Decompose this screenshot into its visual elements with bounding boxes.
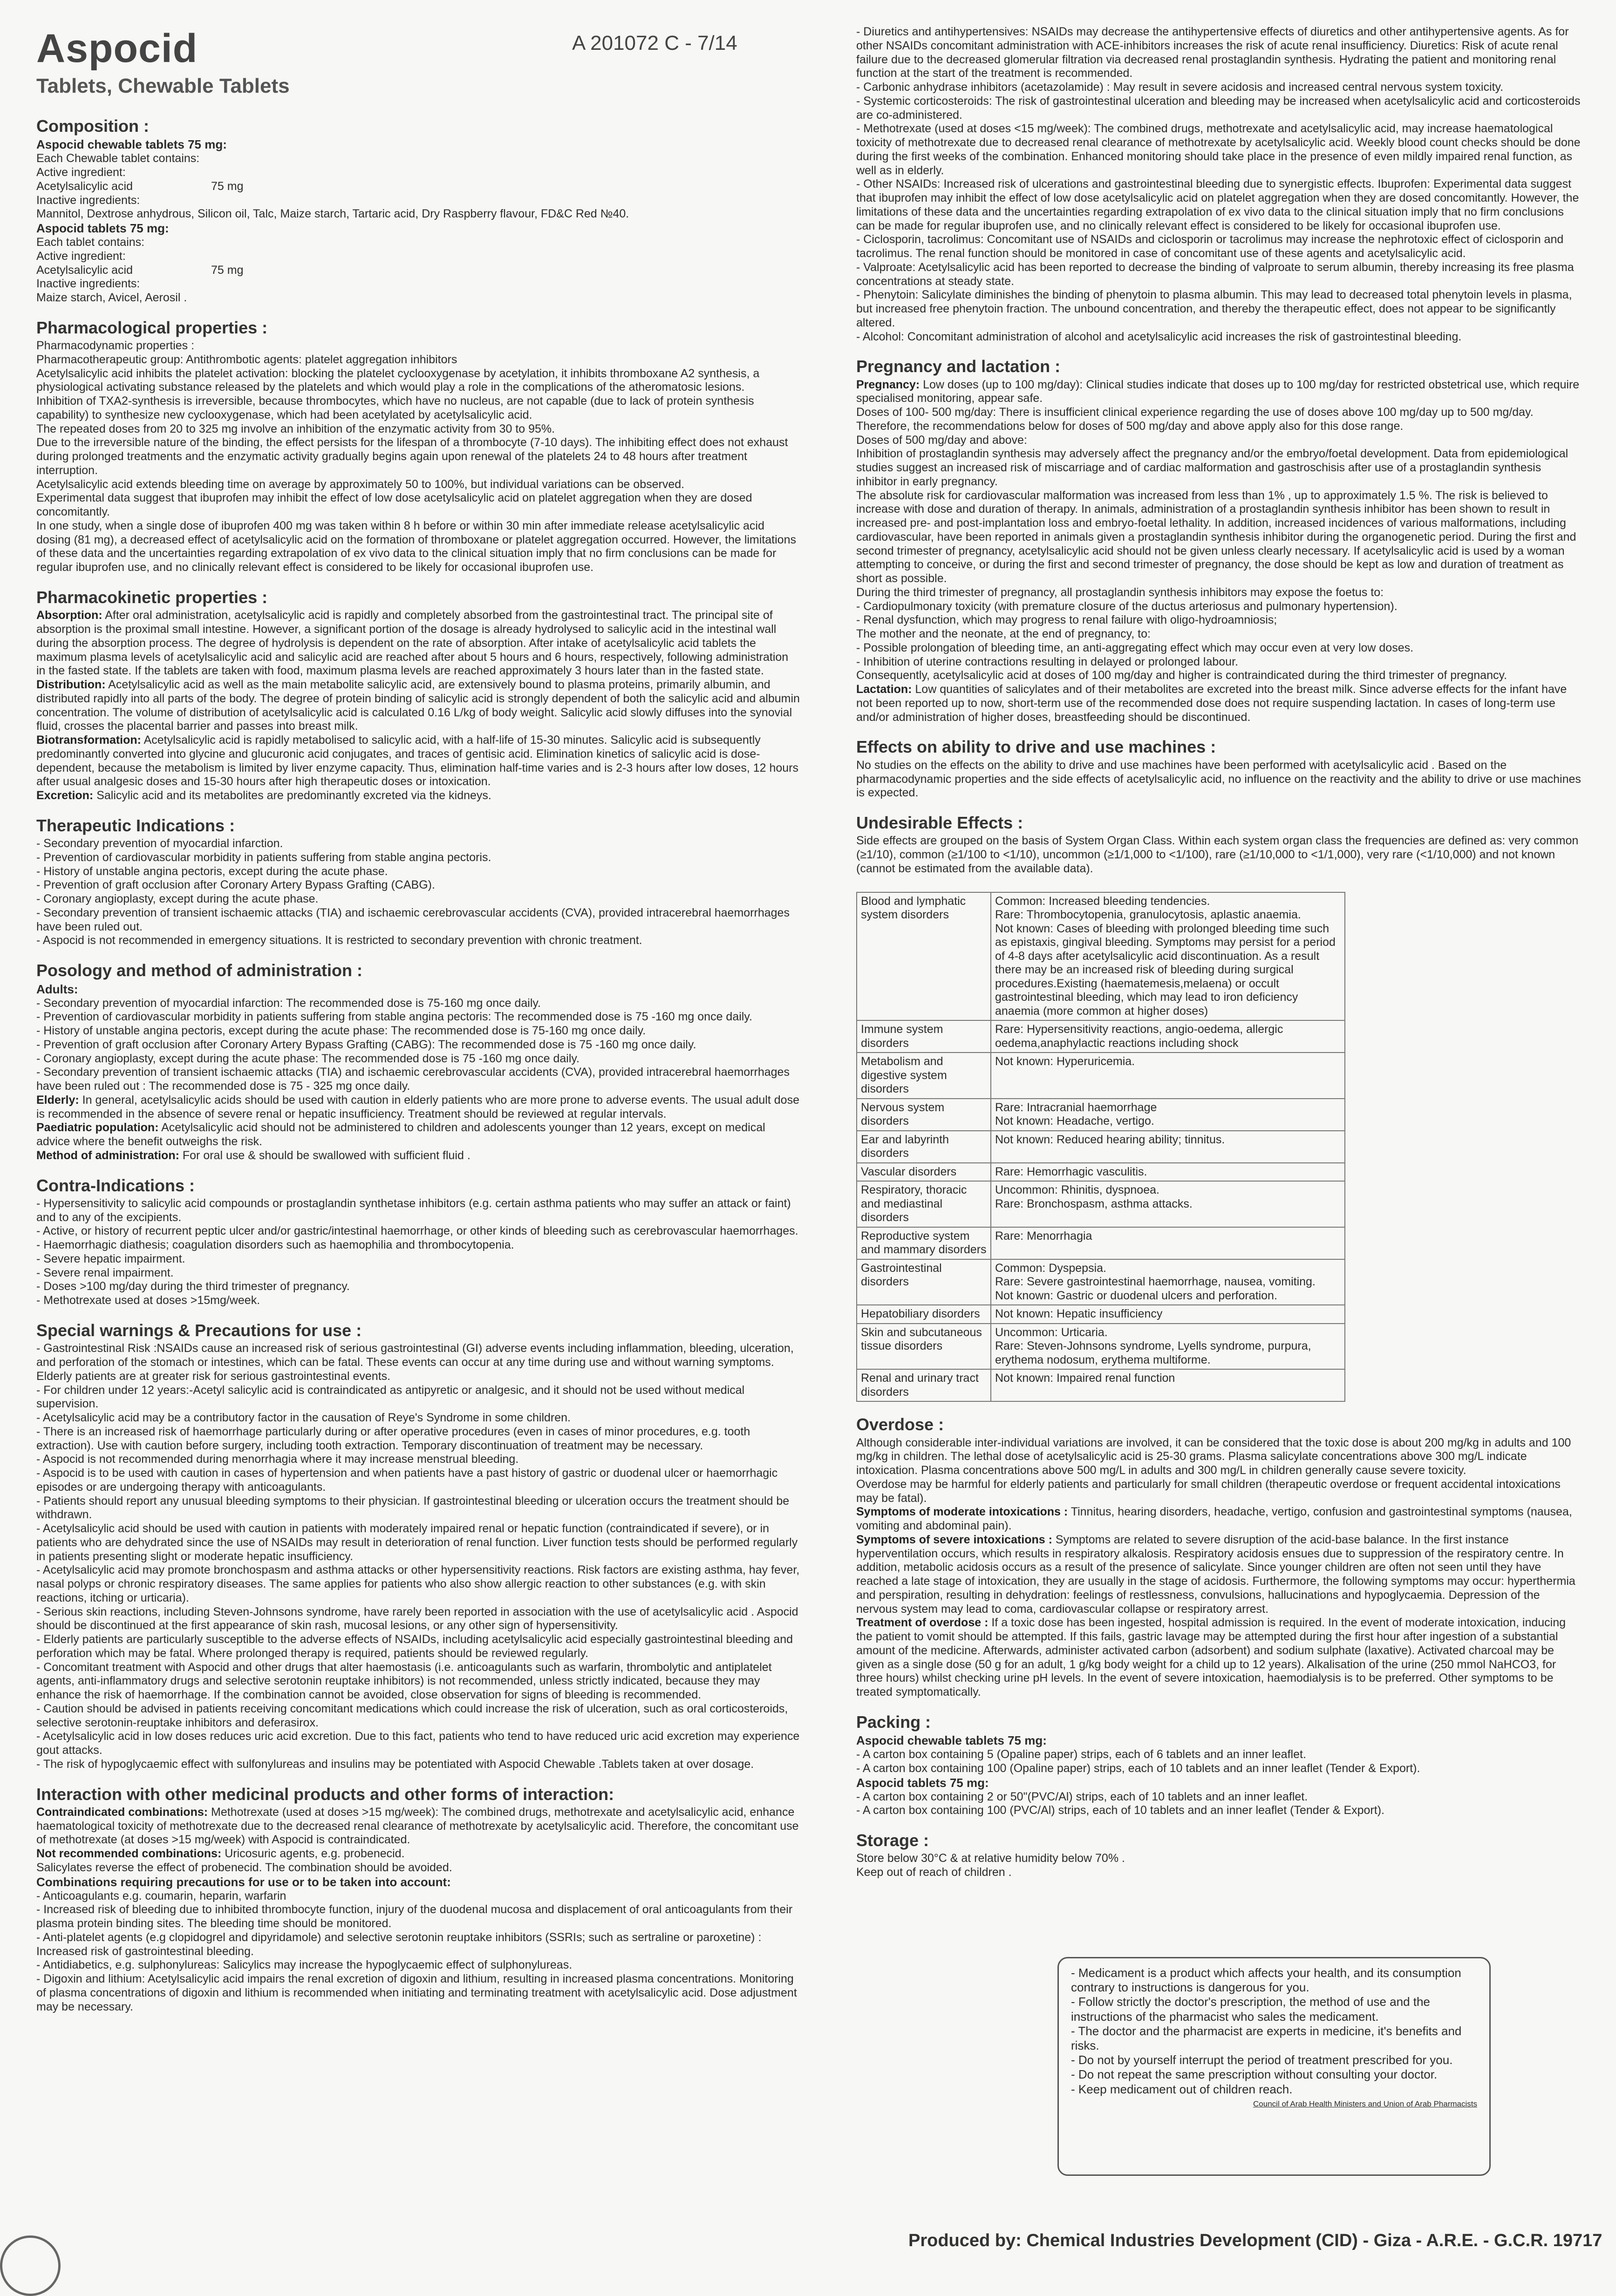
list-item: - Carbonic anhydrase inhibitors (acetazolamide) : May result in severe acidosis and increased central nervous system toxicity. bbox=[856, 81, 1583, 95]
inactive-label: Inactive ingredients: bbox=[36, 193, 140, 207]
table-row bbox=[857, 1181, 1345, 1227]
table-row bbox=[857, 1324, 1345, 1370]
text-line: Store below 30°C & at relative humidity below 70% . bbox=[856, 1852, 1125, 1865]
pharmacokinetic-section bbox=[36, 588, 800, 803]
pregnancy-paragraph bbox=[856, 378, 1583, 406]
posology-section bbox=[36, 961, 800, 1162]
list-item: - Aspocid is to be used with caution in cases of hypertension and when patients have a past history of gastric or duodenal ulcer or haemorrhagic episodes or are undergoing therapy with anticoagulants. bbox=[36, 1467, 800, 1494]
excretion-text: Salicylic acid and its metabolites are predominantly excreted via the kidneys. bbox=[93, 789, 491, 802]
effects-cell: Common: Dyspepsia. Rare: Severe gastrointestinal haemorrhage, nausea, vomiting. Not known: Gastric or duodenal ulcers and perforation. bbox=[991, 1259, 1345, 1305]
composition-heading: Composition : bbox=[36, 116, 149, 136]
chewable-title: Aspocid chewable tablets 75 mg: bbox=[36, 137, 227, 152]
paediatric-label: Paediatric population: bbox=[36, 1121, 159, 1134]
notrec-paragraph bbox=[36, 1847, 800, 1861]
interaction-section bbox=[36, 1785, 800, 2014]
brand-title: Aspocid bbox=[36, 26, 198, 71]
list-item: - Anti-platelet agents (e.g clopidogrel and dipyridamole) and selective serotonin reuptake inhibitors (SSRIs; such as sertraline or paroxetine) : Increased risk of gastrointestinal bleeding. bbox=[36, 1931, 800, 1959]
text-line: Acetylsalicylic acid extends bleeding time on average by approximately 50 to 100%, but individual variations can be observed. bbox=[36, 477, 685, 491]
therapeutic-list bbox=[36, 837, 800, 948]
effects-cell: Common: Increased bleeding tendencies. Rare: Thrombocytopenia, granulocytosis, aplastic anaemia. Not known: Cases of bleeding with prolonged bleeding time such as epistaxis, gingival bleeding. Symptoms may persist for a period of 4-8 days after acetylsalicylic acid discontinuation. As a result there may be an increased risk of bleeding during surgical procedures.Existing (haematemesis,melaena) or occult gastrointestinal bleeding, which may lead to iron deficiency anaemia (more common at higher doses) bbox=[991, 892, 1345, 1021]
overdose-section bbox=[856, 1415, 1583, 1699]
list-item: - History of unstable angina pectoris, except during the acute phase: The recommended dose is 75-160 mg once daily. bbox=[36, 1024, 800, 1038]
list-item: - Phenytoin: Salicylate diminishes the binding of phenytoin to plasma albumin. This may lead to decreased total phenytoin levels in plasma, but increased free phenytoin fraction. The unbound concentration, and thereby the therapeutic effect, does not appear to be significantly altered. bbox=[856, 288, 1583, 330]
excretion-paragraph bbox=[36, 789, 800, 803]
method-paragraph bbox=[36, 1149, 800, 1163]
ingredient-dose: 75 mg bbox=[211, 263, 244, 277]
pharmacological-heading: Pharmacological properties : bbox=[36, 318, 268, 337]
organ-system-cell: Respiratory, thoracic and mediastinal disorders bbox=[857, 1181, 991, 1227]
ingredient-dose: 75 mg bbox=[211, 179, 244, 193]
council-credit: Council of Arab Health Ministers and Union of Arab Pharmacists bbox=[1253, 2099, 1477, 2108]
list-item: - Caution should be advised in patients receiving concomitant medications which could increase the risk of ulceration, such as oral corticosteroids, selective serotonin-reuptake inhibitors and deferasirox. bbox=[36, 1702, 800, 1730]
left-column bbox=[36, 0, 800, 2268]
undesirable-heading: Undesirable Effects : bbox=[856, 813, 1023, 833]
notrec-label: Not recommended combinations: bbox=[36, 1847, 222, 1861]
text-line: The absolute risk for cardiovascular malformation was increased from less than 1% , up to approximately 1.5 %. The risk is believed to increase with dose and duration of therapy. In animals, administration of a prostaglandin synthesis inhibitor has been shown to result in increased pre- and post-implantation loss and embryo-foetal lethality. In addition, increased incidences of various malformations, including cardiovascular, have been reported in animals given a prostaglandin synthesis inhibitor during the organogenetic period. During the first and second trimester of pregnancy, acetylsalicylic acid should not be given unless clearly necessary. If acetylsalicylic acid is used by a woman attempting to conceive, or during the first and second trimester of pregnancy, the dose should be kept as low and duration of treatment as short as possible. bbox=[856, 489, 1576, 585]
organ-system-cell: Vascular disorders bbox=[857, 1163, 991, 1182]
list-item: - Active, or history of recurrent peptic ulcer and/or gastric/intestinal haemorrhage, or other kinds of bleeding such as cerebrovascular haemorrhages. bbox=[36, 1224, 800, 1238]
list-item: - Valproate: Acetylsalicylic acid has been reported to decrease the binding of valproate to serum albumin, thereby increasing its free plasma concentrations at steady state. bbox=[856, 261, 1583, 289]
list-item: - Alcohol: Concomitant administration of alcohol and acetylsalicylic acid increases the risk of gastrointestinal bleeding. bbox=[856, 330, 1583, 344]
list-item: - Possible prolongation of bleeding time, an anti-aggregating effect which may occur even at very low doses. bbox=[856, 641, 1583, 655]
driving-section bbox=[856, 737, 1583, 800]
paediatric-text: Acetylsalicylic acid should not be administered to children and adolescents younger than 12 years, except on medical advice where the benefit outweighs the risk. bbox=[36, 1121, 765, 1148]
list-item: - Secondary prevention of transient ischaemic attacks (TIA) and ischaemic cerebrovascular accidents (CVA), provided intracerebral haemorrhages have been ruled out : The recommended dose is 75 - 325 mg once daily. bbox=[36, 1066, 800, 1094]
active-label: Active ingredient: bbox=[36, 249, 126, 263]
list-item: - Inhibition of uterine contractions resulting in delayed or prolonged labour. bbox=[856, 655, 1583, 669]
list-item: - Medicament is a product which affects your health, and its consumption contrary to instructions is dangerous for you. bbox=[1071, 1966, 1477, 1995]
table-row bbox=[857, 1053, 1345, 1099]
driving-text: No studies on the effects on the ability to drive and use machines have been performed with acetylsalicylic acid . Based on the pharmacodynamic properties and the side effects of acetylsalicylic acid, no influence on the reactivity and the ability to drive or use machines is expected. bbox=[856, 758, 1581, 800]
text-line: During the third trimester of pregnancy, all prostaglandin synthesis inhibitors may expose the foetus to: bbox=[856, 585, 1384, 599]
list-item: - A carton box containing 100 (PVC/Al) strips, each of 10 tablets and an inner leaflet (Tender & Export). bbox=[856, 1804, 1583, 1818]
list-item: - Hypersensitivity to salicylic acid compounds or prostaglandin synthetase inhibitors (e.g. certain asthma patients who may suffer an attack or faint) and to any of the excipients. bbox=[36, 1197, 800, 1225]
paediatric-paragraph bbox=[36, 1121, 800, 1149]
text-line: Pharmacodynamic properties : bbox=[36, 339, 195, 353]
excretion-label: Excretion: bbox=[36, 789, 94, 802]
list-item: - Severe hepatic impairment. bbox=[36, 1252, 800, 1266]
list-item: - Systemic corticosteroids: The risk of gastrointestinal ulceration and bleeding may be increased when acetylsalicylic acid and corticosteroids are co-administered. bbox=[856, 95, 1583, 122]
effects-cell: Rare: Hemorrhagic vasculitis. bbox=[991, 1163, 1345, 1182]
text-line: Keep out of reach of children . bbox=[856, 1866, 1012, 1879]
list-item: - Other NSAIDs: Increased risk of ulcerations and gastrointestinal bleeding due to synergistic effects. Ibuprofen: Experimental data suggest that ibuprofen may inhibit the effect of low dose acetylsalicylic acid on platelet aggregation when they are dosed concomitantly. However, the limitations of these data and the uncertainties regarding extrapolation of ex vivo data to the clinical situation imply that no firm conclusions can be made for regular ibuprofen use, and no clinically relevant effect is considered to be likely for occasional ibuprofen use. bbox=[856, 177, 1583, 233]
list-item: - Prevention of graft occlusion after Coronary Artery Bypass Grafting (CABG). bbox=[36, 878, 800, 892]
undesirable-section bbox=[856, 813, 1583, 1402]
text-line: Doses of 100- 500 mg/day: There is insufficient clinical experience regarding the use of doses above 100 mg/day up to 500 mg/day. Therefore, the recommendations below for doses of 500 mg/day and above apply also for this dose range. bbox=[856, 406, 1534, 433]
distribution-text: Acetylsalicylic acid as well as the main metabolite salicylic acid, are extensively bound to plasma proteins, primarily albumin, and distributed rapidly into all parts of the body. The degree of protein binding of salicylic acid is strongly dependent of both the salicylic acid and albumin concentration. The volume of distribution of acetylsalicylic acid is calculated 0.16 L/kg of body weight. Salicylic acid slowly diffuses into the synovial fluid, crosses the placental barrier and passes into breast milk. bbox=[36, 678, 800, 733]
table-row bbox=[857, 1259, 1345, 1305]
tablet-each: Each tablet contains: bbox=[36, 236, 145, 249]
organ-system-cell: Blood and lymphatic system disorders bbox=[857, 892, 991, 1021]
list-item: - Acetylsalicylic acid in low doses reduces uric acid excretion. Due to this fact, patients who tend to have reduced uric acid excretion may experience gout attacks. bbox=[36, 1730, 800, 1758]
organ-system-cell: Metabolism and digestive system disorders bbox=[857, 1053, 991, 1099]
elderly-text: In general, acetylsalicylic acids should be used with caution in elderly patients who are more prone to adverse events. The usual adult dose is recommended in the absence of severe renal or hepatic insufficiency. Treatment should be reviewed at regular intervals. bbox=[36, 1093, 799, 1121]
list-item: - Prevention of cardiovascular morbidity in patients suffering from stable angina pectoris. bbox=[36, 851, 800, 865]
effects-cell: Rare: Hypersensitivity reactions, angio-oedema, allergic oedema,anaphylactic reactions including shock bbox=[991, 1020, 1345, 1053]
tablet-active-row bbox=[36, 264, 800, 278]
composition-section bbox=[36, 116, 800, 305]
therapeutic-section bbox=[36, 816, 800, 948]
warnings-heading: Special warnings & Precautions for use : bbox=[36, 1320, 362, 1340]
right-flow bbox=[856, 25, 1583, 1880]
contraindicated-text: Methotrexate (used at doses >15 mg/week): The combined drugs, methotrexate and acetylsalicylic acid, enhance haematological toxicity of methotrexate due to the decreased renal clearance of methotrexate by acetylsalicylic acid. Therefore, the concomitant use of methotrexate (at doses >15 mg/week) with Aspocid is contraindicated. bbox=[36, 1805, 799, 1847]
list-item: - Antidiabetics, e.g. sulphonylureas: Salicylics may increase the hypoglycaemic effect of sulphonylureas. bbox=[36, 1958, 800, 1972]
treatment-label: Treatment of overdose : bbox=[856, 1616, 989, 1630]
list-item: - Serious skin reactions, including Steven-Johnsons syndrome, have rarely been reported in association with the use of acetylsalicylic acid . Aspocid should be discontinued at the first appearance of skin rash, mucosal lesions, or any other sign of hypersensitivity. bbox=[36, 1605, 800, 1633]
severe-label: Symptoms of severe intoxications : bbox=[856, 1533, 1052, 1546]
absorption-label: Absorption: bbox=[36, 609, 102, 622]
leaflet-code: A 201072 C - 7/14 bbox=[572, 32, 737, 54]
text-line: Overdose may be harmful for elderly patients and particularly for small children (therapeutic overdose or frequent accidental intoxications may be fatal). bbox=[856, 1477, 1561, 1505]
list-item: - Do not by yourself interrupt the period of treatment prescribed for you. bbox=[1071, 2053, 1477, 2067]
table-row bbox=[857, 1020, 1345, 1053]
list-item: - Acetylsalicylic acid may promote bronchospasm and asthma attacks or other hypersensitivity reactions. Risk factors are existing asthma, hay fever, nasal polyps or chronic respiratory diseases. The same applies for patients who also show allergic reaction to other substances (e.g. with skin reactions, itching or urticaria). bbox=[36, 1563, 800, 1605]
contra-list bbox=[36, 1197, 800, 1308]
contraindicated-label: Contraindicated combinations: bbox=[36, 1805, 208, 1819]
foetus-list bbox=[856, 600, 1583, 628]
list-item: - A carton box containing 2 or 50"(PVC/Al) strips, each of 10 tablets and an inner leaflet. bbox=[856, 1790, 1583, 1804]
list-item: - Methotrexate (used at doses <15 mg/week): The combined drugs, methotrexate and acetylsalicylic acid, may increase haematological toxicity of methotrexate due to decreased renal clearance of methotrexate by acetylsalicylic acid. Weekly blood count checks should be done during the first weeks of the combination. Enhanced monitoring should take place in the presence of even mildly impaired renal function, as well as in elderly. bbox=[856, 122, 1583, 177]
list-item: - Anticoagulants e.g. coumarin, heparin, warfarin bbox=[36, 1889, 800, 1903]
text-line: Pharmacotherapeutic group: Antithrombotic agents: platelet aggregation inhibitors bbox=[36, 353, 457, 366]
therapeutic-heading: Therapeutic Indications : bbox=[36, 815, 235, 835]
interaction-heading: Interaction with other medicinal products and other forms of interaction: bbox=[36, 1784, 614, 1804]
absorption-text: After oral administration, acetylsalicylic acid is rapidly and completely absorbed from the gastrointestinal tract. The principal site of absorption is the proximal small intestine. However, a significant portion of the dosage is already hydrolysed to salicylic acid in the intestinal wall during the absorption process. The degree of hydrolysis is dependent on the rate of absorption. After intake of acetylsalicylic acid tablets the maximum plasma levels of acetylsalicylic acid and salicylic acid are reached after about 5 hours and 6 hours, respectively, following administration in the fasted state. If the tablets are taken with food, maximum plasma levels are reached approximately 3 hours later than in the fasted state. bbox=[36, 609, 789, 678]
list-item: - Severe renal impairment. bbox=[36, 1266, 800, 1280]
moderate-label: Symptoms of moderate intoxications : bbox=[856, 1505, 1068, 1519]
text-line: Acetylsalicylic acid inhibits the platelet activation: blocking the platelet cyclooxygenase by acetylation, it inhibits thromboxane A2 synthesis, a physiological activating substance released by the platelets and which would play a role in the complications of the atheromatosic lesions. bbox=[36, 367, 760, 394]
method-text: For oral use & should be swallowed with sufficient fluid . bbox=[179, 1148, 470, 1162]
list-item: - Digoxin and lithium: Acetylsalicylic acid impairs the renal excretion of digoxin and lithium, resulting in increased plasma concentrations. Monitoring of plasma concentrations of digoxin and lithium is recommended when initiating and terminating treatment with acetylsalicylic acid. Dose adjustment may be necessary. bbox=[36, 1972, 800, 2014]
list-item: - Aspocid is not recommended in emergency situations. It is restricted to secondary prevention with chronic treatment. bbox=[36, 934, 800, 948]
list-item: - Methotrexate used at doses >15mg/week. bbox=[36, 1294, 800, 1308]
medicament-notice-box bbox=[1057, 1957, 1491, 2176]
seal-icon bbox=[0, 2235, 61, 2296]
list-item: - A carton box containing 5 (Opaline paper) strips, each of 6 tablets and an inner leaflet. bbox=[856, 1748, 1583, 1762]
list-item: - The risk of hypoglycaemic effect with sulfonylureas and insulins may be potentiated with Aspocid Chewable .Tablets taken at over dosage. bbox=[36, 1758, 800, 1772]
storage-heading: Storage : bbox=[856, 1831, 929, 1850]
list-item: - Haemorrhagic diathesis; coagulation disorders such as haemophilia and thrombocytopenia. bbox=[36, 1238, 800, 1252]
effects-cell: Not known: Hyperuricemia. bbox=[991, 1053, 1345, 1099]
list-item: - A carton box containing 100 (Opaline paper) strips, each of 10 tablets and an inner leaflet (Tender & Export). bbox=[856, 1762, 1583, 1776]
pregnancy-section bbox=[856, 357, 1583, 724]
lactation-paragraph bbox=[856, 683, 1583, 724]
list-item: - Elderly patients are particularly susceptible to the adverse effects of NSAIDs, including acetylsalicylic acid especially gastrointestinal bleeding and perforation which may be fatal. Where prolonged therapy is required, patients should be reviewed regularly. bbox=[36, 1633, 800, 1661]
effects-cell: Uncommon: Rhinitis, dyspnoea. Rare: Bronchospasm, asthma attacks. bbox=[991, 1181, 1345, 1227]
list-item: - Secondary prevention of myocardial infarction. bbox=[36, 837, 800, 851]
table-row bbox=[857, 1227, 1345, 1259]
list-item: - Ciclosporin, tacrolimus: Concomitant use of NSAIDs and ciclosporin or tacrolimus may increase the nephrotoxic effect of ciclosporin and tacrolimus. The renal function should be monitored in case of concomitant use of these agents and acetylsalicylic acid. bbox=[856, 233, 1583, 261]
list-item: - Cardiopulmonary toxicity (with premature closure of the ductus arteriosus and pulmonary hypertension). bbox=[856, 600, 1583, 614]
storage-section bbox=[856, 1831, 1583, 1880]
pharmacokinetic-heading: Pharmacokinetic properties : bbox=[36, 587, 268, 607]
packing-chewable-title: Aspocid chewable tablets 75 mg: bbox=[856, 1733, 1047, 1748]
packing-tablet-title: Aspocid tablets 75 mg: bbox=[856, 1775, 989, 1790]
warnings-section bbox=[36, 1321, 800, 1772]
effects-cell: Rare: Menorrhagia bbox=[991, 1227, 1345, 1259]
lactation-label: Lactation: bbox=[856, 683, 912, 696]
text-line: Doses of 500 mg/day and above: bbox=[856, 433, 1027, 447]
list-item: - Secondary prevention of transient ischaemic attacks (TIA) and ischaemic cerebrovascular accidents (CVA), provided intracerebral haemorrhages have been ruled out. bbox=[36, 906, 800, 934]
notrec-text: Uricosuric agents, e.g. probenecid. bbox=[221, 1847, 405, 1861]
method-label: Method of administration: bbox=[36, 1148, 179, 1162]
chewable-inactive: Mannitol, Dextrose anhydrous, Silicon oil, Talc, Maize starch, Tartaric acid, Dry Raspberry flavour, FD&C Red №40. bbox=[36, 207, 629, 221]
distribution-label: Distribution: bbox=[36, 678, 106, 692]
list-item: - The doctor and the pharmacist are experts in medicine, it's benefits and risks. bbox=[1071, 2024, 1477, 2053]
text-line: Experimental data suggest that ibuprofen may inhibit the effect of low dose acetylsalicylic acid on platelet aggregation when they are dosed concomitantly. bbox=[36, 491, 752, 519]
organ-system-cell: Immune system disorders bbox=[857, 1020, 991, 1053]
list-item: - Gastrointestinal Risk :NSAIDs cause an increased risk of serious gastrointestinal (GI) adverse events including inflammation, bleeding, ulceration, and perforation of the stomach or intestines, which can be fatal. These events can occur at any time during use and without warning symptoms. Elderly patients are at greater risk for serious gastrointestinal events. bbox=[36, 1342, 800, 1383]
table-row bbox=[857, 1305, 1345, 1324]
packing-section bbox=[856, 1712, 1583, 1818]
list-item: - History of unstable angina pectoris, except during the acute phase. bbox=[36, 865, 800, 879]
table-row bbox=[857, 1131, 1345, 1163]
list-item: - Keep medicament out of children reach. bbox=[1071, 2082, 1477, 2097]
ingredient-name: Acetylsalicylic acid bbox=[36, 179, 133, 193]
posology-heading: Posology and method of administration : bbox=[36, 961, 363, 980]
organ-system-cell: Ear and labyrinth disorders bbox=[857, 1131, 991, 1163]
treatment-text: If a toxic dose has been ingested, hospital admission is required. In the event of moderate intoxication, inducing the patient to vomit should be attempted. If this fails, gastric lavage may be attempted during the first hour after ingestion of a substantial amount of the medicine. Afterwards, administer activated carbon (adsorbent) and sodium sulphate (laxative). Activated charcoal may be given as a single dose (50 g for an adult, 1 g/kg body weight for a child up to 12 years). Alkalisation of the urine (250 mmol NaHCO3, for three hours) whilst checking urine pH levels. In the event of severe intoxication, haemodialysis is to be preferred. Other symptoms to be treated symptomatically. bbox=[856, 1616, 1566, 1699]
severe-text: Symptoms are related to severe disruption of the acid-base balance. In the first instance hyperventilation occurs, which results in respiratory alkalosis. Respiratory acidosis ensues due to suppression of the respiratory centre. In addition, metabolic acidosis occurs as a result of the presence of salicylate. Since younger children are often not seen until they have reached a late stage of intoxication, they are usually in the stage of acidosis. Furthermore, the following symptoms may occur: hyperthermia and perspiration, resulting in dehydration: feelings of restlessness, convulsions, hallucinations and hypoglycaemia. Depression of the nervous system may lead to coma, cardiovascular collapse or respiratory arrest. bbox=[856, 1533, 1575, 1616]
packing-tablet-list bbox=[856, 1790, 1583, 1818]
biotransformation-label: Biotransformation: bbox=[36, 734, 141, 747]
table-row bbox=[857, 1099, 1345, 1131]
pharmacological-section bbox=[36, 318, 800, 575]
table-row bbox=[857, 892, 1345, 1021]
text-line: Inhibition of prostaglandin synthesis may adversely affect the pregnancy and/or the embryo/foetal development. Data from epidemiological studies suggest an increased risk of miscarriage and of cardiac malformation and gastroschisis after use of a prostaglandin synthesis inhibitor in early pregnancy. bbox=[856, 447, 1568, 488]
packing-heading: Packing : bbox=[856, 1712, 931, 1732]
tablet-title: Aspocid tablets 75 mg: bbox=[36, 221, 169, 236]
warnings-list bbox=[36, 1342, 800, 1771]
list-item: - Diuretics and antihypertensives: NSAIDs may decrease the antihypertensive effects of diuretics and other antihypertensive agents. As for other NSAIDs concomitant administration with ACE-inhibitors increases the risk of acute renal insufficiency. Diuretics: Risk of acute renal failure due to the decreased glomerular filtration via decreased renal prostaglandin synthesis. Hydrating the patient and monitoring renal function at the start of the treatment is recommended. bbox=[856, 25, 1583, 81]
ingredient-name: Acetylsalicylic acid bbox=[36, 263, 133, 277]
list-item: - Patients should report any unusual bleeding symptoms to their physician. If gastrointestinal bleeding or ulceration occurs the treatment should be withdrawn. bbox=[36, 1494, 800, 1522]
list-item: - Aspocid is not recommended during menorrhagia where it may increase menstrual bleeding. bbox=[36, 1453, 800, 1467]
contraindicated-paragraph bbox=[36, 1806, 800, 1847]
pregnancy-label: Pregnancy: bbox=[856, 378, 920, 391]
overdose-heading: Overdose : bbox=[856, 1415, 944, 1434]
treatment-paragraph bbox=[856, 1616, 1583, 1699]
lactation-text: Low quantities of salicylates and of their metabolites are excreted into the breast milk. Since adverse effects for the infant have not been reported up to now, short-term use of the recommended dose does not require suspending lactation. In cases of long-term use and/or administration of higher doses, breastfeeding should be discontinued. bbox=[856, 683, 1567, 724]
precaution-label: Combinations requiring precautions for use or to be taken into account: bbox=[36, 1875, 451, 1889]
tablet-inactive: Maize starch, Avicel, Aerosil . bbox=[36, 291, 187, 305]
chewable-active-row bbox=[36, 180, 800, 194]
packing-chewable-list bbox=[856, 1748, 1583, 1776]
organ-system-cell: Nervous system disorders bbox=[857, 1099, 991, 1131]
chewable-each: Each Chewable tablet contains: bbox=[36, 152, 200, 165]
effects-cell: Not known: Impaired renal function bbox=[991, 1369, 1345, 1401]
table-row bbox=[857, 1163, 1345, 1182]
list-item: - Renal dysfunction, which may progress to renal failure with oligo-hydroamniosis; bbox=[856, 613, 1583, 627]
table-row bbox=[857, 1369, 1345, 1401]
mother-list bbox=[856, 641, 1583, 669]
elderly-paragraph bbox=[36, 1094, 800, 1121]
contra-heading: Contra-Indications : bbox=[36, 1175, 195, 1195]
left-flow bbox=[36, 116, 800, 2014]
interaction-list bbox=[36, 1889, 800, 2014]
list-item: - Coronary angioplasty, except during the acute phase. bbox=[36, 892, 800, 906]
distribution-paragraph bbox=[36, 678, 800, 734]
organ-system-cell: Skin and subcutaneous tissue disorders bbox=[857, 1324, 991, 1370]
list-item: - Acetylsalicylic acid should be used with caution in patients with moderately impaired renal or hepatic function (contraindicated if severe), or in patients who are dehydrated since the use of NSAIDs may result in deterioration of renal function. Liver function tests should be performed regularly in patients presenting slight or moderate hepatic insufficiency. bbox=[36, 1522, 800, 1563]
adverse-effects-table bbox=[856, 892, 1345, 1402]
organ-system-cell: Reproductive system and mammary disorders bbox=[857, 1227, 991, 1259]
text-line: In one study, when a single dose of ibuprofen 400 mg was taken within 8 h before or within 30 min after immediate release acetylsalicylic acid dosing (81 mg), a decreased effect of acetylsalicylic acid on the formation of thromboxane or platelet aggregation occurred. However, the limitations of these data and the uncertainties regarding extrapolation of ex vivo data to the clinical situation imply that no firm conclusions can be made for regular ibuprofen use, and no clinically relevant effect is considered to be likely for occasional ibuprofen use. bbox=[36, 519, 796, 574]
list-item: - Coronary angioplasty, except during the acute phase: The recommended dose is 75 -160 mg once daily. bbox=[36, 1052, 800, 1066]
mother-line: The mother and the neonate, at the end of pregnancy, to: bbox=[856, 627, 1151, 641]
list-item: - Follow strictly the doctor's prescription, the method of use and the instructions of the pharmacist who sales the medicament. bbox=[1071, 1995, 1477, 2024]
organ-system-cell: Hepatobiliary disorders bbox=[857, 1305, 991, 1324]
list-item: - Concomitant treatment with Aspocid and other drugs that alter haemostasis (i.e. anticoagulants such as warfarin, thrombolytic and antiplatelet agents, anti-inflammatory drugs and selective serotonin reuptake inhibitors) is not recommended, unless strictly indicated, because they may enhance the risk of haemorrhage. If the combination cannot be avoided, close observation for signs of bleeding is recommended. bbox=[36, 1661, 800, 1702]
pregnancy-text: Low doses (up to 100 mg/day): Clinical studies indicate that doses up to 100 mg/day for restricted obstetrical use, which require specialised monitoring, appear safe. bbox=[856, 378, 1580, 405]
biotransformation-paragraph bbox=[36, 734, 800, 789]
elderly-label: Elderly: bbox=[36, 1093, 79, 1107]
list-item: - There is an increased risk of haemorrhage particularly during or after operative procedures (even in cases of minor procedures, e.g. tooth extraction). Use with caution before surgery, including tooth extraction. Temporary discontinuation of treatment may be necessary. bbox=[36, 1425, 800, 1453]
list-item: - Do not repeat the same prescription without consulting your doctor. bbox=[1071, 2067, 1477, 2082]
consequently-line: Consequently, acetylsalicylic acid at doses of 100 mg/day and higher is contraindicated during the third trimester of pregnancy. bbox=[856, 669, 1507, 682]
list-item: - Prevention of cardiovascular morbidity in patients suffering from stable angina pectoris: The recommended dose is 75 -160 mg once daily. bbox=[36, 1010, 800, 1024]
contra-section bbox=[36, 1176, 800, 1308]
inactive-label: Inactive ingredients: bbox=[36, 277, 140, 291]
interaction-continued-list bbox=[856, 25, 1583, 344]
moderate-text: Tinnitus, hearing disorders, headache, vertigo, confusion and gastrointestinal symptoms (nausea, vomiting and abdominal pain). bbox=[856, 1505, 1572, 1533]
list-item: - Secondary prevention of myocardial infarction: The recommended dose is 75-160 mg once daily. bbox=[36, 997, 800, 1011]
moderate-paragraph bbox=[856, 1505, 1583, 1533]
adults-label: Adults: bbox=[36, 982, 78, 996]
undesirable-intro: Side effects are grouped on the basis of System Organ Class. Within each system organ class the frequencies are defined as: very common (≥1/10), common (≥1/100 to <1/10), uncommon (≥1/1,000 to <1/100), rare (≥1/10,000 to <1/1,000), very rare (<1/10,000) and not known (cannot be estimated from the available data). bbox=[856, 834, 1579, 875]
list-item: - Prevention of graft occlusion after Coronary Artery Bypass Grafting (CABG): The recommended dose is 75 -160 mg once daily. bbox=[36, 1038, 800, 1052]
effects-cell: Uncommon: Urticaria. Rare: Steven-Johnsons syndrome, Lyells syndrome, purpura, erythema nodosum, erythema multiforme. bbox=[991, 1324, 1345, 1370]
text-line: Although considerable inter-individual variations are involved, it can be considered that the toxic dose is about 200 mg/kg in adults and 100 mg/kg in children. The lethal dose of acetylsalicylic acid is 25-30 grams. Plasma salicylate concentrations above 300 mg/L indicate intoxication. Plasma concentrations above 500 mg/L in adults and 300 mg/L in children generally cause severe toxicity. bbox=[856, 1436, 1571, 1477]
list-item: - Doses >100 mg/day during the third trimester of pregnancy. bbox=[36, 1280, 800, 1294]
effects-cell: Rare: Intracranial haemorrhage Not known: Headache, vertigo. bbox=[991, 1099, 1345, 1131]
list-item: - Acetylsalicylic acid may be a contributory factor in the causation of Reye's Syndrome in some children. bbox=[36, 1411, 800, 1425]
list-item: - Increased risk of bleeding due to inhibited thrombocyte function, injury of the duodenal mucosa and displacement of oral anticoagulants from their plasma protein binding sites. The bleeding time should be monitored. bbox=[36, 1903, 800, 1931]
list-item: - For children under 12 years:-Acetyl salicylic acid is contraindicated as antipyretic or analgesic, and it should not be used without medical supervision. bbox=[36, 1384, 800, 1412]
organ-system-cell: Renal and urinary tract disorders bbox=[857, 1369, 991, 1401]
severe-paragraph bbox=[856, 1533, 1583, 1617]
posology-list bbox=[36, 997, 800, 1094]
right-column bbox=[856, 0, 1583, 2268]
notrec-text-2: Salicylates reverse the effect of probenecid. The combination should be avoided. bbox=[36, 1861, 452, 1874]
driving-heading: Effects on ability to drive and use machines : bbox=[856, 737, 1216, 757]
text-line: The repeated doses from 20 to 325 mg involve an inhibition of the enzymatic activity from 30 to 95%. bbox=[36, 422, 555, 435]
active-label: Active ingredient: bbox=[36, 166, 126, 179]
biotransformation-text: Acetylsalicylic acid is rapidly metabolised to salicylic acid, with a half-life of 15-30 minutes. Salicylic acid is subsequently predominantly converted into glycine and glucuronic acid conjugates, and traces of gentisic acid. Elimination kinetics of salicylic acid is dose-dependent, because the metabolism is limited by liver enzyme capacity. Thus, elimination half-time varies and is 2-3 hours after low doses, 12 hours after usual analgesic doses and 15-30 hours after high therapeutic doses or intoxication. bbox=[36, 734, 798, 788]
producer-footer: Produced by: Chemical Industries Development (CID) - Giza - A.R.E. - G.C.R. 19717 bbox=[908, 2231, 1602, 2250]
absorption-paragraph bbox=[36, 609, 800, 678]
pregnancy-heading: Pregnancy and lactation : bbox=[856, 357, 1061, 376]
effects-cell: Not known: Hepatic insufficiency bbox=[991, 1305, 1345, 1324]
product-subtitle: Tablets, Chewable Tablets bbox=[36, 75, 290, 97]
effects-cell: Not known: Reduced hearing ability; tinnitus. bbox=[991, 1131, 1345, 1163]
organ-system-cell: Gastrointestinal disorders bbox=[857, 1259, 991, 1305]
notice-list bbox=[1071, 1966, 1477, 2097]
text-line: Inhibition of TXA2-synthesis is irreversible, because thrombocytes, which have no nucleus, are not capable (due to lack of protein synthesis capability) to synthesize new cyclooxygenase, which had been acetylated by acetylsalicylic acid. bbox=[36, 394, 754, 421]
text-line: Due to the irreversible nature of the binding, the effect persists for the lifespan of a thrombocyte (7-10 days). The inhibiting effect does not exhaust during prolonged treatments and the enzymatic activity gradually begins again upon renewal of the platelets 24 to 48 hours after treatment interruption. bbox=[36, 436, 788, 477]
